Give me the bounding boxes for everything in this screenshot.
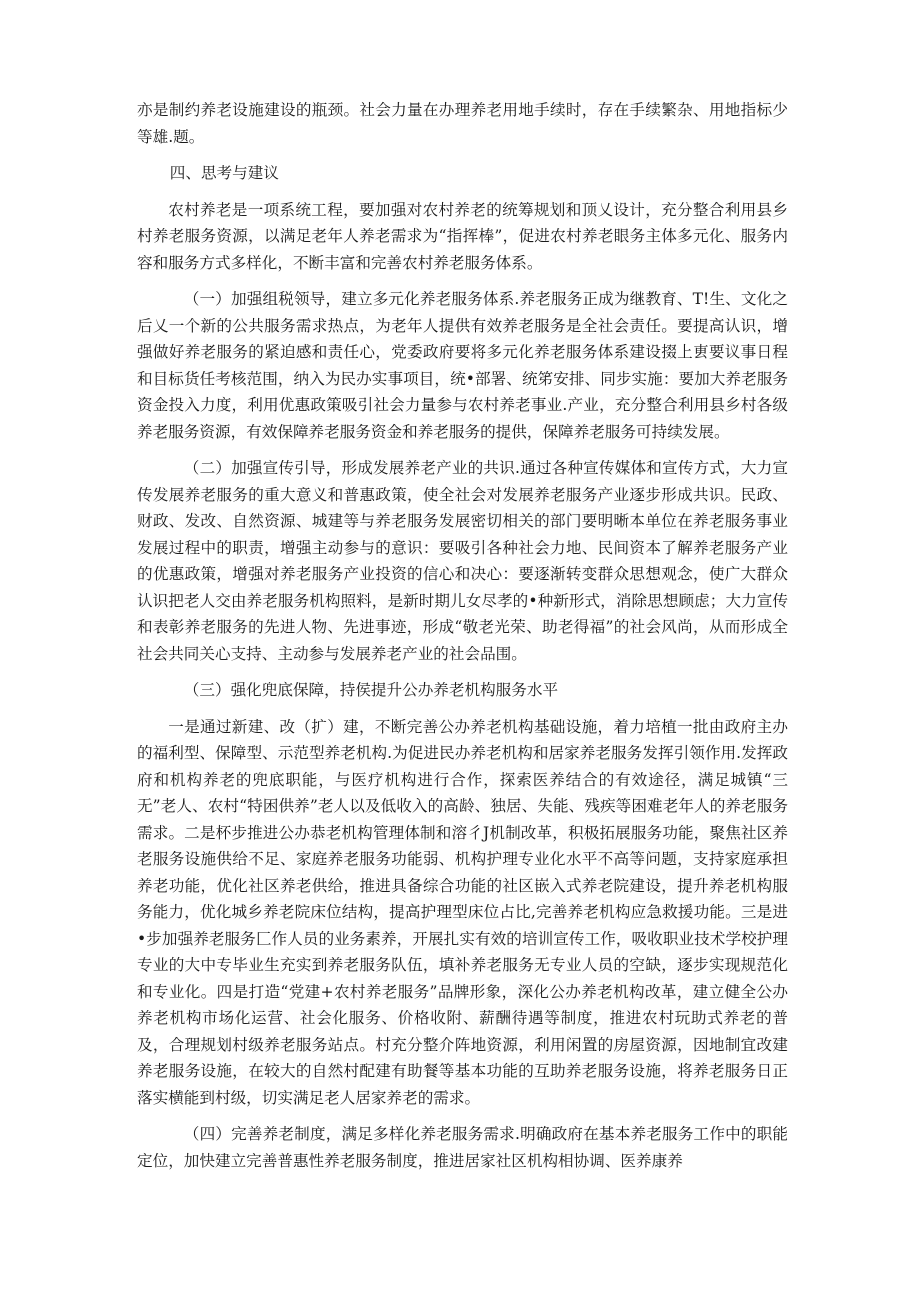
document-body	[137, 97, 788, 1184]
section-heading: 四、思考与建议	[169, 164, 279, 182]
paragraph-item-1: （一）加强组税领导，建立多元化养老服务体系.养老服务正成为继教育、T!生、文化之后乂一个新的公共服务需求热点，为老年人提供有效养老服务是全社会责任。要提高认识，增强做好养老服务的紧迫感和责任心，党委政府要将多元化养老服务体系建设掇上叀要议事日程和目标货任考核范围，纳入为民办实事项目，统•部署、统笫安排、同步实施：要加大养老服务资金投入力度，利用优惠政策吸引社会力量参与农村养老事业.产业，充分整合利用县乡村各级养老服务资源，有效保障养老服务资金和养老服务的提供，保障养老服务可持续发展。	[137, 290, 788, 441]
paragraph-item-2: （二）加强宣传引导，形成发展养老产业的共识.通过各种宣传媒体和宣传方式，大力宣传发展养老服务的重大意义和普惠政策，使全社会对发展养老服务产业逐步形成共识。民政、财政、发改、自然资源、城建等与养老服务发展密切相关的部门要明晰本单位在养老服务事业发展过程中的职责，增强主动参与的意识：要吸引各种社会力地、民间资本了解养老服务产业的优惠政策，增强对养老服务产业投资的信心和决心：要逐渐转变群众思想观念，使广大群众认识把老人交由养老服务机构照料，是新时期儿女尽孝的•种新形式，消除思想顾虑；大力宣传和表彰养老服务的先进人物、先进事迹，形成“敬老光荣、助老得福”的社会风尚，从而形成全社会共同关心支持、主动参与发展养老产业的社会品围。	[137, 459, 788, 663]
paragraph-intro: 农村养老是一项系统工程，要加强对农村养老的统筹规划和顶乂设计，充分整合利用县乡村养老服务资源，以满足老年人养老需求为“指挥棒”，促进农村养老眼务主体多元化、服务内容和服务方式多样化，不断丰富和完善农村养老服务体系。	[137, 200, 788, 272]
paragraph-item-3-body: 一是通过新建、改（扩）建，不断完善公办养老机构基础设施，着力培植一批由政府主办的福利型、保障型、示范型养老机构.为促进民办养老机构和居家养老服务发挥引领作用.发挥政府和机构养老的兜底职能，与医疗机构进行合作，探索医养结合的有效途径，满足城镇“三无”老人、农村“特困供养”老人以及低收入的高龄、独居、失能、残疾等困难老年人的养老服务需求。二是杯步推进公办恭老机构管理体制和溶彳J机制改革，积极拓展服务功能，聚焦社区养老服务设施供给不足、家庭养老服务功能弱、机构护理专业化水平不高等问题，支持家庭承担养老功能，优化社区养老供给，推进具备综合功能的社区嵌入式养老院建设，提升养老机构服务能力，优化城乡养老院床位结构，提高护理型床位占比,完善养老机构应急救援功能。三是进•步加强养老服务匚作人员的业务素养，开展扎实有效的培训宣传工作，吸收职业技术学校护理专业的大中专毕业生充实到养老服务队伍，填补养老服务无专业人员的空缺，逐步实现规范化和专业化。四是打造“党建+农村养老服务”品牌形象，深化公办养老机构改革，建立健全公办养老机构市场化运营、社会化服务、价格收附、薪酬待遇等制度，推进农村玩助式养老的普及，合理规划村级养老服务站点。村充分整介阵地资源，利用闲置的房屋资源，因地制宜改建养老服务设施，在较大的自然村配建有助餐等基本功能的互助养老服务设施，将养老服务日正落实横能到村级，切实满足老人居家养老的需求。	[137, 717, 788, 1107]
paragraph-continuation: 亦是制约养老设施建设的瓶颈。社会力量在办理养老用地手续时，存在手续繁杂、用地指标少等雄.题。	[137, 101, 788, 146]
paragraph-item-4: （四）完善养老制度，满足多样化养老服务需求.明确政府在基本养老服务工作中的职能定位，加快建立完善普惠性养老服务制度，推进居家社区机构相协调、医养康养	[137, 1125, 788, 1170]
subsection-heading-3: （三）强化兜底保障，持侯提升公办养老机构服务水平	[183, 681, 559, 699]
